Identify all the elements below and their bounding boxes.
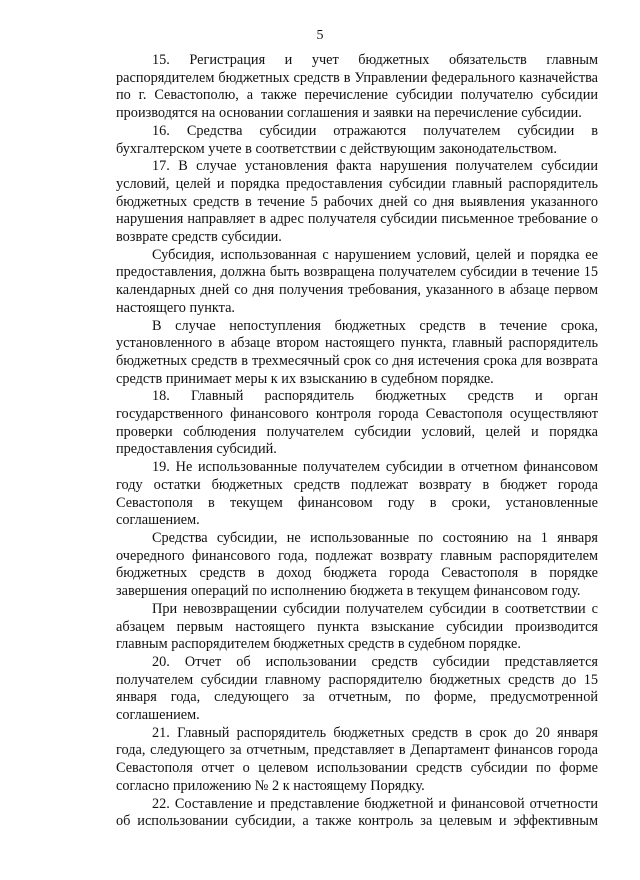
paragraph-17-court-recovery: В случае непоступления бюджетных средств в течение срока, установленного в абзаце втором настоящего пункта, главный распорядитель бюджетных средств в трехмесячный срок со дня истечения срока для возврата средств принимает меры к их взысканию в судебном порядке.	[116, 317, 598, 387]
paragraph-17-subsidy-return: Субсидия, использованная с нарушением условий, целей и порядка ее предоставления, должна быть возвращена получателем субсидии в течение 15 календарных дней со дня получения требования, указанного в абзаце первом настоящего пункта.	[116, 246, 598, 316]
paragraph-19-non-return: При невозвращении субсидии получателем субсидии в соответствии с абзацем первым настоящего пункта взыскание субсидии производится главным распорядителем бюджетных средств в судебном порядке.	[116, 600, 598, 653]
paragraph-18: 18. Главный распорядитель бюджетных средств и орган государственного финансового контроля города Севастополя осуществляют проверки соблюдения получателем субсидии условий, целей и порядка предоставления субсидий.	[116, 388, 598, 458]
paragraph-22: 22. Составление и представление бюджетной и финансовой отчетности об использовании субсидии, а также контроль за целевым и эффективным	[116, 795, 598, 830]
paragraph-17: 17. В случае установления факта нарушения получателем субсидии условий, целей и порядка предоставления субсидии главный распорядитель бюджетных средств в течение 5 рабочих дней со дня выявления указанного нарушения направляет в адрес получателя субсидии письменное требование о возврате средств субсидии.	[116, 158, 598, 246]
paragraph-16: 16. Средства субсидии отражаются получателем субсидии в бухгалтерском учете в соответствии с действующим законодательством.	[116, 122, 598, 157]
paragraph-19-unused-funds: Средства субсидии, не использованные по состоянию на 1 января очередного финансового года, подлежат возврату главным распорядителем бюджетных средств в доход бюджета города Севастополя в порядке завершения операций по исполнению бюджета в текущем финансовом году.	[116, 529, 598, 600]
paragraph-20: 20. Отчет об использовании средств субсидии представляется получателем субсидии главному распорядителю бюджетных средств до 15 января года, следующего за отчетным, по форме, предусмотренной соглашением.	[116, 653, 598, 724]
page-number: 5	[316, 28, 324, 43]
paragraph-19: 19. Не использованные получателем субсидии в отчетном финансовом году остатки бюджетных средств подлежат возврату в бюджет города Севастополя в текущем финансовом году в сроки, установленные соглашением.	[116, 459, 598, 529]
document-body	[116, 52, 598, 831]
paragraph-21: 21. Главный распорядитель бюджетных средств в срок до 20 января года, следующего за отчетным, представляет в Департамент финансов города Севастополя отчет о целевом использовании средств субсидии по форме согласно приложению № 2 к настоящему Порядку.	[116, 724, 598, 794]
paragraph-15: 15. Регистрация и учет бюджетных обязательств главным распорядителем бюджетных средств в Управлении федерального казначейства по г. Севастополю, а также перечисление субсидии получателю субсидии производятся на основании соглашения и заявки на перечисление субсидии.	[116, 52, 598, 122]
